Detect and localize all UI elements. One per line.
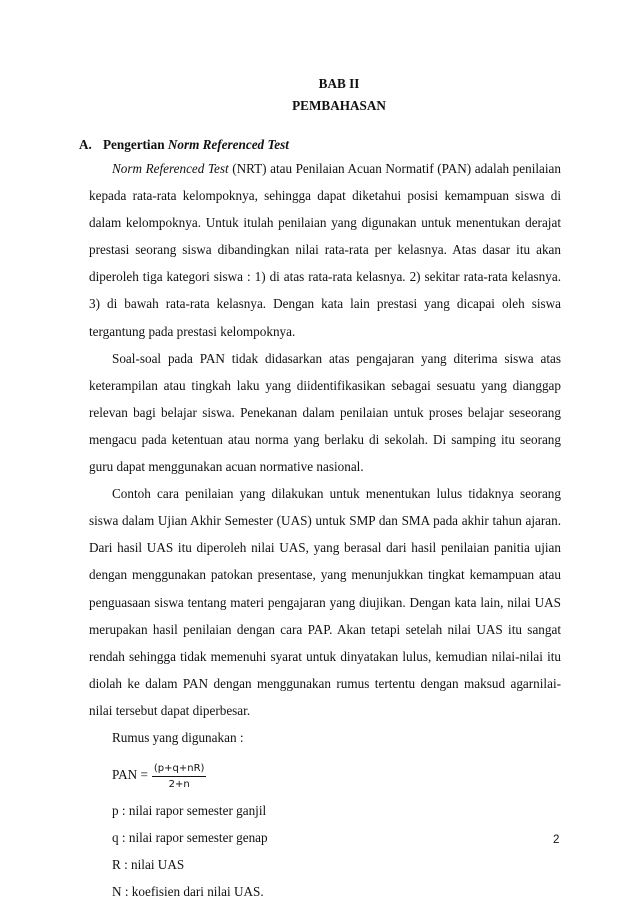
section-letter: A.	[79, 137, 92, 152]
document-body	[89, 155, 561, 902]
formula-fraction	[152, 762, 207, 791]
paragraph-1-text: (NRT) atau Penilaian Acuan Normatif (PAN) adalah penilaian kepada rata-rata kelompoknya, sehingga dapat diketahui posisi kemampuan siswa di dalam kelompoknya. Untuk itulah penilaian yang digunakan untuk menentukan derajat prestasi seorang siswa dibandingkan nilai rata-rata per kelasnya. Atas dasar itu akan diperoleh tiga kategori siswa : 1) di atas rata-rata kelasnya. 2) sekitar rata-rata kelasnya. 3) di bawah rata-rata kelasnya. Dengan kata lain prestasi yang dicapai oleh siswa tergantung pada prestasi kelompoknya.	[89, 161, 561, 339]
paragraph-1	[89, 155, 561, 345]
definition-n: N : koefisien dari nilai UAS.	[112, 884, 264, 900]
formula-lhs: PAN =	[112, 766, 148, 782]
paragraph-2: Soal-soal pada PAN tidak didasarkan atas pengajaran yang diterima siswa atas keterampilan atau tingkah laku yang diidentifikasikan sebagai sesuatu yang dianggap relevan bagi belajar siswa. Penekanan dalam penilaian untuk proses belajar seseorang mengacu pada ketentuan atau norma yang berlaku di sekolah. Di samping itu seorang guru dapat menggunakan acuan normative nasional.	[89, 350, 561, 475]
section-title-italic: Norm Referenced Test	[167, 137, 289, 152]
page-number: 2	[553, 834, 560, 846]
formula-numerator: (p+q+nR)	[152, 762, 207, 777]
chapter-title: PEMBAHASAN	[292, 98, 386, 113]
definition-q: q : nilai rapor semester genap	[112, 830, 268, 846]
chapter-label: BAB II	[318, 76, 360, 91]
section-title-plain: Pengertian	[103, 137, 168, 152]
formula-denominator: 2+n	[168, 778, 190, 790]
formula-intro: Rumus yang digunakan :	[112, 729, 244, 745]
paragraph-1-italic: Norm Referenced Test	[112, 161, 229, 176]
section-heading	[79, 137, 289, 153]
formula	[89, 751, 561, 797]
paragraph-3: Contoh cara penilaian yang dilakukan untuk menentukan lulus tidaknya seorang siswa dalam Ujian Akhir Semester (UAS) untuk SMP dan SMA pada akhir tahun ajaran. Dari hasil UAS itu diperoleh nilai UAS, yang berasal dari hasil penilaian panitia ujian dengan menggunakan patokan presentase, yang menunjukkan tingkat kemampuan atau penguasaan siswa tentang materi pengajaran yang diujikan. Dengan kata lain, nilai UAS merupakan hasil penilaian dengan cara PAP. Akan tetapi setelah nilai UAS itu sangat rendah sehingga tidak memenuhi syarat untuk dinyatakan lulus, kemudian nilai-nilai itu diolah ke dalam PAN dengan menggunakan rumus tertentu dengan maksud agarnilai-nilai tersebut dapat diperbesar.	[89, 486, 561, 718]
definition-p: p : nilai rapor semester ganjil	[112, 803, 267, 819]
definition-r: R : nilai UAS	[112, 857, 185, 873]
